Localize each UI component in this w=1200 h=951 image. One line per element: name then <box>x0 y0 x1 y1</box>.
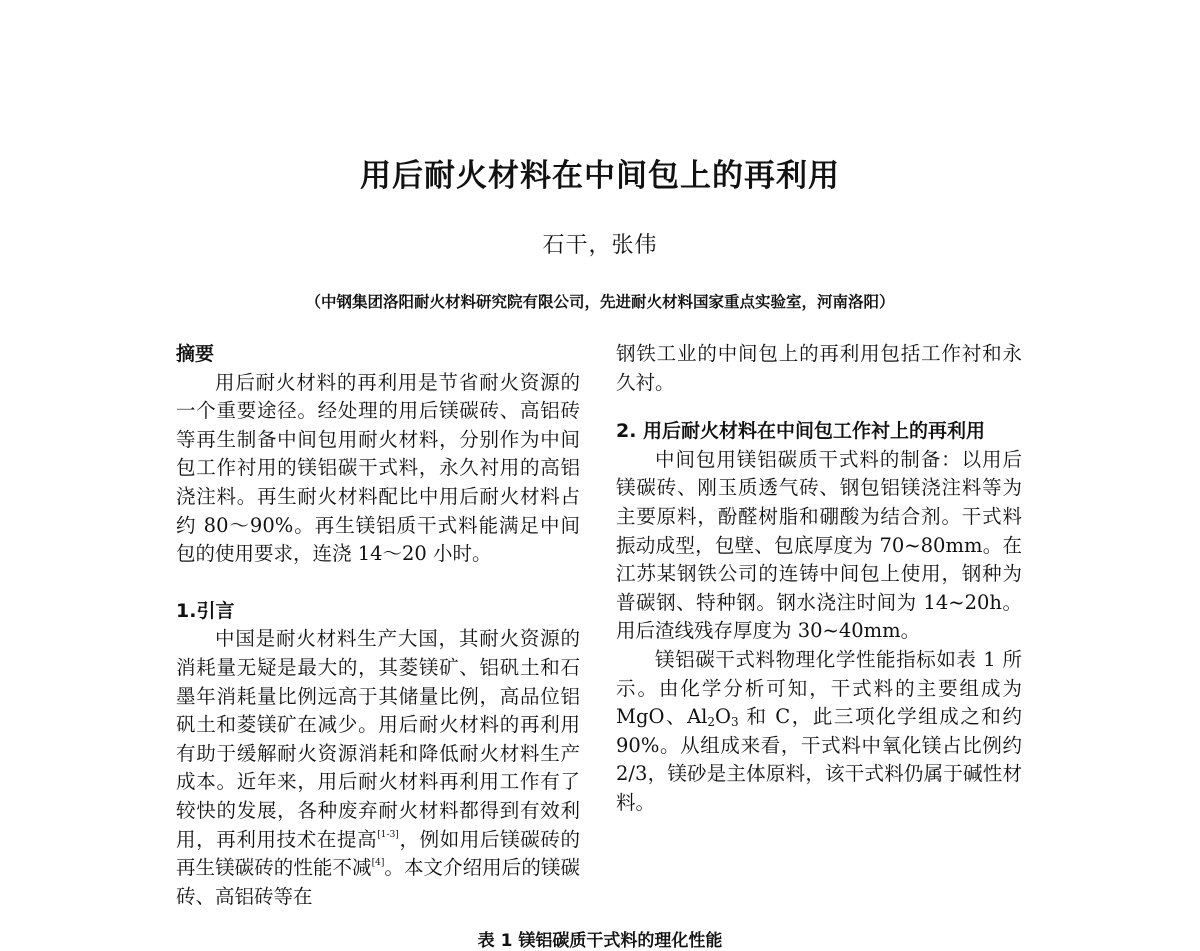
authors: 石干，张伟 <box>542 233 658 258</box>
citation-4: [4] <box>371 858 385 869</box>
subscript-3: 3 <box>731 715 739 730</box>
section-2-text-a: 镁铝碳干式料物理化学性能指标如表 1 所示。由化学分析可知，干式料的主要组成为 MgO、Al <box>616 647 1022 729</box>
section-1-text-c: 。本文介绍用后的镁碳砖、高铝砖等在 <box>176 856 580 908</box>
citation-1-3: [1-3] <box>377 829 399 840</box>
section-1-continued: 钢铁工业的中间包上的再利用包括工作衬和永久衬。 <box>616 342 1022 394</box>
section-1-heading: 1.引言 <box>176 599 235 622</box>
section-2-heading: 2. 用后耐火材料在中间包工作衬上的再利用 <box>616 420 986 443</box>
paper-title: 用后耐火材料在中间包上的再利用 <box>360 158 840 194</box>
left-column <box>176 340 580 911</box>
affiliation: （中钢集团洛阳耐火材料研究院有限公司，先进耐火材料国家重点实验室，河南洛阳） <box>305 293 895 311</box>
section-1-text-a: 中国是耐火材料生产大国，其耐火资源的消耗量无疑是最大的，其菱镁矿、铝矾土和石墨年消耗量比例远高于其储量比例，高品位铝矾土和菱镁矿在减少。用后耐火材料的再利用有助于缓解耐火资源消耗和降低耐火材料生产成本。近年来，用后耐火材料再利用工作有了较快的发展，各种废弃耐火材料都得到有效利用，再利用技术在提高 <box>176 627 580 851</box>
section-2-paragraph-2 <box>616 646 1022 818</box>
section-2-paragraph-1: 中间包用镁铝碳质干式料的制备：以用后镁碳砖、刚玉质透气砖、钢包铝镁浇注料等为主要原料，酚醛树脂和硼酸为结合剂。干式料振动成型，包壁、包底厚度为 70~80mm。在江苏某钢铁公司的连铸中间包上使用，钢种为普碳钢、特种钢。钢水浇注时间为 14~20h。用后渣线残存厚度为 30~40mm。 <box>616 447 1022 643</box>
abstract-heading: 摘要 <box>176 343 215 365</box>
table-caption: 表 1 镁铝碳质干式料的理化性能 <box>477 931 723 951</box>
section-1-paragraph <box>176 625 580 911</box>
section-2-text-b: O <box>715 705 732 729</box>
section-2-text-c: 和 C，此三项化学组成之和约 90%。从组成来看，干式料中氧化镁占比例约 2/3，镁砂是主体原料，该干式料仍属于碱性材料。 <box>616 705 1022 814</box>
subscript-2: 2 <box>707 715 716 730</box>
section-1-text-b: ，例如用后镁碳砖的再生镁碳砖的性能不减 <box>176 827 580 880</box>
abstract-text: 用后耐火材料的再利用是节省耐火资源的一个重要途径。经处理的用后镁碳砖、高铝砖等再生制备中间包用耐火材料，分别作为中间包工作衬用的镁铝碳干式料，永久衬用的高铝浇注料。再生耐火材料配比中用后耐火材料占约 80～90%。再生镁铝质干式料能满足中间包的使用要求，连浇 14～20 小时。 <box>176 370 580 566</box>
right-column <box>616 340 1022 818</box>
